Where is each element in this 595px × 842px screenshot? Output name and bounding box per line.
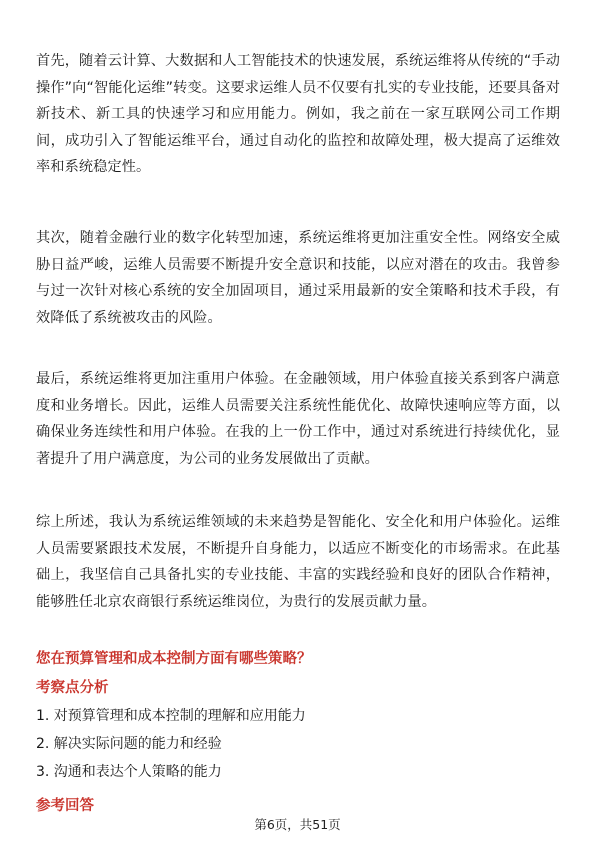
analysis-point-list (36, 702, 306, 786)
paragraph-user-experience: 最后，系统运维将更加注重用户体验。在金融领域，用户体验直接关系到客户满意度和业务增长。因此，运维人员需要关注系统性能优化、故障快速响应等方面，以确保业务连续性和用户体验。在我的上一份工作中，通过对系统进行持续优化，显著提升了用户满意度，为公司的业务发展做出了贡献。 (36, 371, 560, 467)
analysis-point: 2. 解决实际问题的能力和经验 (36, 736, 222, 752)
page-number-footer: 第6页，共51页 (254, 817, 341, 832)
paragraph-intelligent-ops: 首先，随着云计算、大数据和人工智能技术的快速发展，系统运维将从传统的“手动操作”向“智能化运维”转变。这要求运维人员不仅要有扎实的专业技能，还要具备对新技术、新工具的快速学习和应用能力。例如，我之前在一家互联网公司工作期间，成功引入了智能运维平台，通过自动化的监控和故障处理，极大提高了运维效率和系统稳定性。 (36, 53, 560, 175)
analysis-point: 3. 沟通和表达个人策略的能力 (36, 764, 222, 780)
interview-question: 您在预算管理和成本控制方面有哪些策略？ (36, 651, 312, 667)
analysis-point: 1. 对预算管理和成本控制的理解和应用能力 (36, 708, 306, 724)
paragraph-conclusion: 综上所述，我认为系统运维领域的未来趋势是智能化、安全化和用户体验化。运维人员需要紧跟技术发展，不断提升自身能力，以适应不断变化的市场需求。在此基础上，我坚信自己具备扎实的专业技能、丰富的实践经验和良好的团队合作精神，能够胜任北京农商银行系统运维岗位，为贵行的发展贡献力量。 (36, 514, 560, 610)
reference-answer-heading: 参考回答 (36, 798, 94, 814)
analysis-heading: 考察点分析 (36, 680, 109, 696)
paragraph-security: 其次，随着金融行业的数字化转型加速，系统运维将更加注重安全性。网络安全威胁日益严峻，运维人员需要不断提升安全意识和技能，以应对潜在的攻击。我曾参与过一次针对核心系统的安全加固项目，通过采用最新的安全策略和技术手段，有效降低了系统被攻击的风险。 (36, 230, 560, 326)
